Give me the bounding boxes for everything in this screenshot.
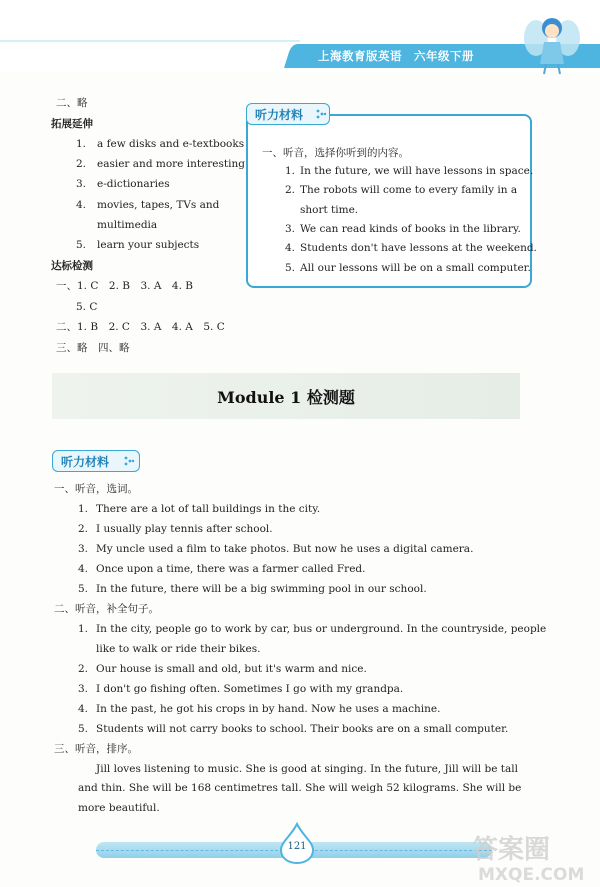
list-item-num: 5. [76, 239, 87, 251]
part1-num: 4. [78, 563, 89, 575]
list-item-num: 4. [76, 199, 87, 211]
part1-item: There are a lot of tall buildings in the city. [96, 503, 321, 515]
page-number: 121 [287, 841, 307, 852]
list-item: multimedia [97, 219, 158, 231]
part3-paragraph-line: Jill loves listening to music. She is good at singing. In the future, Jill will be tall [96, 763, 518, 775]
part2-item: like to walk or ride their bikes. [96, 643, 261, 655]
part2-num: 5. [78, 723, 89, 735]
list-item: learn your subjects [97, 239, 200, 251]
module-title: Module 1 检测题 [217, 388, 355, 407]
book-title: 上海教育版英语 六年级下册 [318, 49, 474, 63]
box-item: All our lessons will be on a small computer. [300, 262, 531, 274]
box-item: We can read kinds of books in the library. [300, 223, 521, 235]
box-item-num: 3. [285, 223, 296, 235]
arrow-dots-icon [315, 108, 327, 120]
part1-num: 5. [78, 583, 89, 595]
part1-num: 2. [78, 523, 89, 535]
part2-item: Our house is small and old, but it's warm and nice. [96, 663, 367, 675]
box-item-num: 5. [285, 262, 296, 274]
part1-item: My uncle used a film to take photos. But now he uses a digital camera. [96, 543, 474, 555]
fairy-mascot-icon [522, 12, 582, 78]
part2-title: 二、听音，补全句子。 [54, 603, 159, 615]
section-title-extension: 拓展延伸 [51, 118, 93, 130]
answer-line-2b: 二、1. B 2. C 3. A 4. A 5. C [56, 321, 225, 333]
answer-line-3: 三、略 四、略 [56, 342, 130, 354]
header-band [0, 0, 600, 72]
part3-paragraph-line: and thin. She will be 168 centimetres tall. She will weigh 52 kilograms. She will be [78, 782, 522, 794]
part1-item: Once upon a time, there was a farmer called Fred. [96, 563, 366, 575]
listening-tab-label: 听力材料 [255, 108, 304, 122]
box-item-num: 1. [285, 165, 296, 177]
part2-item: I don't go fishing often. Sometimes I go with my grandpa. [96, 683, 404, 695]
listening-tab [246, 103, 330, 125]
list-item: e-dictionaries [97, 178, 170, 190]
section-title-test: 达标检测 [51, 260, 93, 272]
listening-tab-2 [52, 450, 140, 472]
answer-line-1b: 5. C [76, 301, 98, 313]
box-item-num: 2. [285, 184, 296, 196]
list-item: movies, tapes, TVs and [97, 199, 220, 211]
answer-line-2: 二、略 [56, 97, 88, 109]
part1-item: I usually play tennis after school. [96, 523, 273, 535]
box-item-num: 4. [285, 242, 296, 254]
box-item: short time. [300, 204, 359, 216]
answer-line-1: 一、1. C 2. B 3. A 4. B [56, 280, 193, 292]
list-item-num: 3. [76, 178, 87, 190]
box-item: In the future, we will have lessons in space. [300, 165, 534, 177]
part1-item: In the future, there will be a big swimming pool in our school. [96, 583, 427, 595]
part1-title: 一、听音，选词。 [54, 483, 138, 495]
watermark-logo [468, 828, 596, 884]
part3-title: 三、听音，排序。 [54, 743, 138, 755]
list-item-num: 1. [76, 138, 87, 150]
arrow-dots-icon [123, 455, 135, 467]
listening-tab-2-label: 听力材料 [61, 455, 110, 469]
box-intro: 一、听音，选择你听到的内容。 [262, 147, 409, 159]
part3-paragraph-line: more beautiful. [78, 802, 160, 814]
watermark-url: MXQE.COM [478, 865, 585, 884]
box-item: Students don't have lessons at the weekend. [300, 242, 537, 254]
part2-item: In the past, he got his crops in by hand. Now he uses a machine. [96, 703, 441, 715]
part2-item: Students will not carry books to school. Their books are on a small computer. [96, 723, 509, 735]
list-item: a few disks and e-textbooks [97, 138, 245, 150]
part2-num: 3. [78, 683, 89, 695]
part1-num: 1. [78, 503, 89, 515]
box-item: The robots will come to every family in a [300, 184, 518, 196]
part2-num: 4. [78, 703, 89, 715]
part1-num: 3. [78, 543, 89, 555]
part2-num: 1. [78, 623, 89, 635]
watermark-text: 答案圈 [472, 835, 551, 865]
list-item-num: 2. [76, 158, 87, 170]
list-item: easier and more interesting [97, 158, 245, 170]
part2-num: 2. [78, 663, 89, 675]
part2-item: In the city, people go to work by car, bus or underground. In the countryside, people [96, 623, 547, 635]
